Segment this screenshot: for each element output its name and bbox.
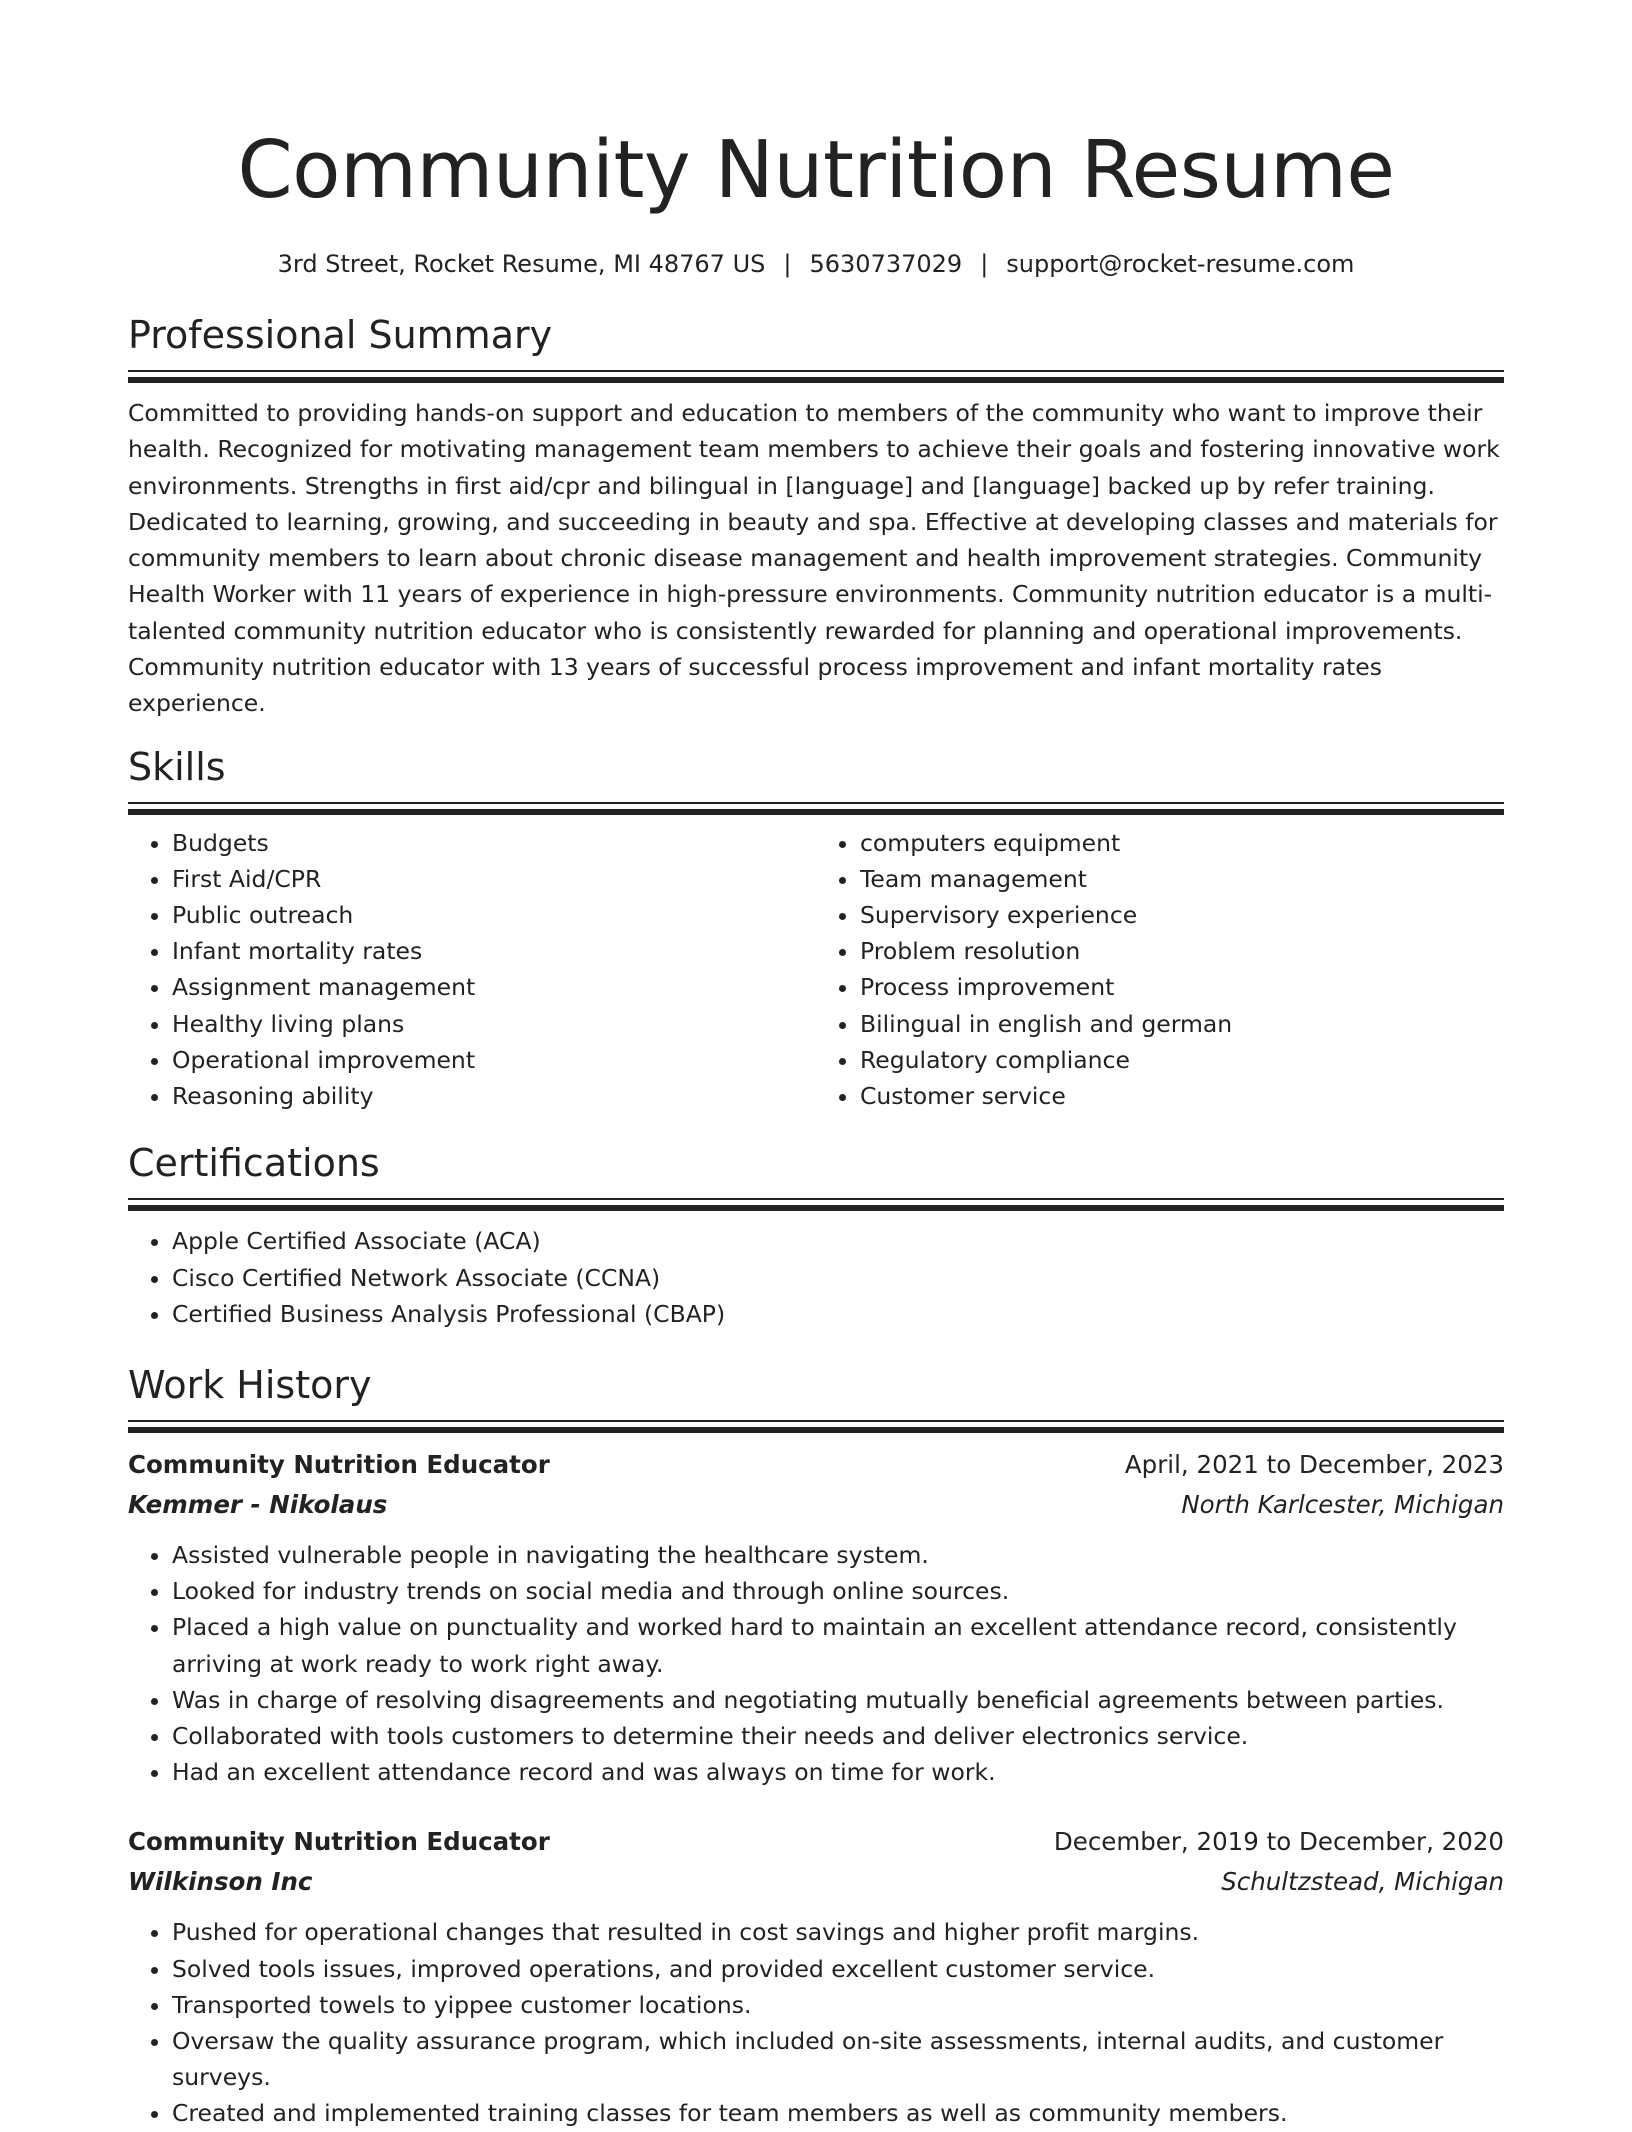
- skill-item: • Reasoning ability: [172, 1078, 816, 1114]
- job-header: [128, 1445, 1504, 1485]
- skills-heading: Skills: [128, 744, 226, 789]
- job-duty-item: • Transported towels to yippee customer locations.: [172, 1987, 1504, 2023]
- job-subheader: [128, 1485, 1504, 1525]
- job-duty-item: • Placed a high value on punctuality and worked hard to maintain an excellent attendance record, consistently arriving at work ready to work right away.: [172, 1609, 1504, 1681]
- section-divider: [128, 1420, 1504, 1431]
- contact-phone: 5630737029: [809, 250, 963, 278]
- skill-item: • Budgets: [172, 825, 816, 861]
- skill-item: • Problem resolution: [860, 933, 1504, 969]
- certification-item: • Cisco Certified Network Associate (CCNA): [172, 1260, 1504, 1296]
- job-duty-item: • Solved tools issues, improved operations, and provided excellent customer service.: [172, 1951, 1504, 1987]
- certification-item: • Certified Business Analysis Professional (CBAP): [172, 1296, 1504, 1332]
- skill-item: • Customer service: [860, 1078, 1504, 1114]
- job-duty-item: • Oversaw the quality assurance program, which included on-site assessments, internal audits, and customer surveys.: [172, 2023, 1504, 2095]
- job-location: North Karlcester, Michigan: [1181, 1489, 1504, 1519]
- section-divider: [128, 802, 1504, 813]
- contact-email: support@rocket-resume.com: [1006, 250, 1355, 278]
- job-subheader: [128, 1862, 1504, 1902]
- job-duty-item: • Was in charge of resolving disagreements and negotiating mutually beneficial agreements between parties.: [172, 1682, 1504, 1718]
- job-entry: [128, 1445, 1504, 1790]
- job-duty-item: • Had an excellent attendance record and was always on time for work.: [172, 1754, 1504, 1790]
- skills-grid: [128, 825, 1504, 1115]
- contact-separator: |: [783, 250, 792, 278]
- skill-item: • Bilingual in english and german: [860, 1006, 1504, 1042]
- job-duties-list: [128, 1537, 1504, 1790]
- job-entry: [128, 1822, 1504, 2131]
- job-duties-list: [128, 1914, 1504, 2131]
- job-duty-item: • Collaborated with tools customers to determine their needs and deliver electronics service.: [172, 1718, 1504, 1754]
- skill-item: • Healthy living plans: [172, 1006, 816, 1042]
- skill-item: • Public outreach: [172, 897, 816, 933]
- job-company: Kemmer - Nikolaus: [128, 1489, 388, 1519]
- section-divider: [128, 370, 1504, 381]
- document-title: Community Nutrition Resume: [237, 124, 1395, 216]
- skill-item: • Regulatory compliance: [860, 1042, 1504, 1078]
- skills-list-left: [128, 825, 816, 1115]
- job-duty-item: • Assisted vulnerable people in navigating the healthcare system.: [172, 1537, 1504, 1573]
- skill-item: • Supervisory experience: [860, 897, 1504, 933]
- summary-text: Committed to providing hands-on support and education to members of the community who want to improve their health. Recognized for motivating management team members to achieve their goals and fostering innovative work environments. Strengths in first aid/cpr and bilingual in [language] and [language] backed up by refer training. Dedicated to learning, growing, and succeeding in beauty and spa. Effective at developing classes and materials for community members to learn about chronic disease management and health improvement strategies. Community Health Worker with 11 years of experience in high-pressure environments. Community nutrition educator is a multi-talented community nutrition educator who is consistently rewarded for planning and operational improvements. Community nutrition educator with 13 years of successful process improvement and infant mortality rates experience.: [128, 399, 1500, 718]
- job-duty-item: • Looked for industry trends on social media and through online sources.: [172, 1573, 1504, 1609]
- certifications-section: [128, 1138, 1504, 1332]
- job-duty-item: • Pushed for operational changes that resulted in cost savings and higher profit margins.: [172, 1914, 1504, 1950]
- summary-section: [128, 310, 1504, 722]
- skill-item: • Process improvement: [860, 969, 1504, 1005]
- contact-line: [128, 248, 1504, 280]
- skill-item: • Operational improvement: [172, 1042, 816, 1078]
- job-company: Wilkinson Inc: [128, 1867, 313, 1897]
- section-divider: [128, 1198, 1504, 1209]
- job-location: Schultzstead, Michigan: [1221, 1867, 1504, 1897]
- skill-item: • Team management: [860, 861, 1504, 897]
- skill-item: • First Aid/CPR: [172, 861, 816, 897]
- contact-separator: |: [980, 250, 989, 278]
- job-title: Community Nutrition Educator: [128, 1827, 550, 1857]
- contact-address: 3rd Street, Rocket Resume, MI 48767 US: [277, 250, 766, 278]
- skill-item: • computers equipment: [860, 825, 1504, 861]
- certifications-heading: Certifications: [128, 1141, 380, 1186]
- job-dates: December, 2019 to December, 2020: [1053, 1827, 1504, 1857]
- job-duty-item: • Created and implemented training classes for team members as well as community members.: [172, 2095, 1504, 2131]
- job-header: [128, 1822, 1504, 1862]
- skill-item: • Assignment management: [172, 969, 816, 1005]
- skills-section: [128, 742, 1504, 1115]
- skills-list-right: [816, 825, 1504, 1115]
- certification-item: • Apple Certified Associate (ACA): [172, 1223, 1504, 1259]
- job-dates: April, 2021 to December, 2023: [1124, 1449, 1504, 1479]
- skill-item: • Infant mortality rates: [172, 933, 816, 969]
- work-history-heading: Work History: [128, 1362, 372, 1407]
- work-history-section: [128, 1360, 1504, 2132]
- certifications-list: [128, 1223, 1504, 1332]
- summary-heading: Professional Summary: [128, 313, 553, 357]
- job-title: Community Nutrition Educator: [128, 1449, 550, 1479]
